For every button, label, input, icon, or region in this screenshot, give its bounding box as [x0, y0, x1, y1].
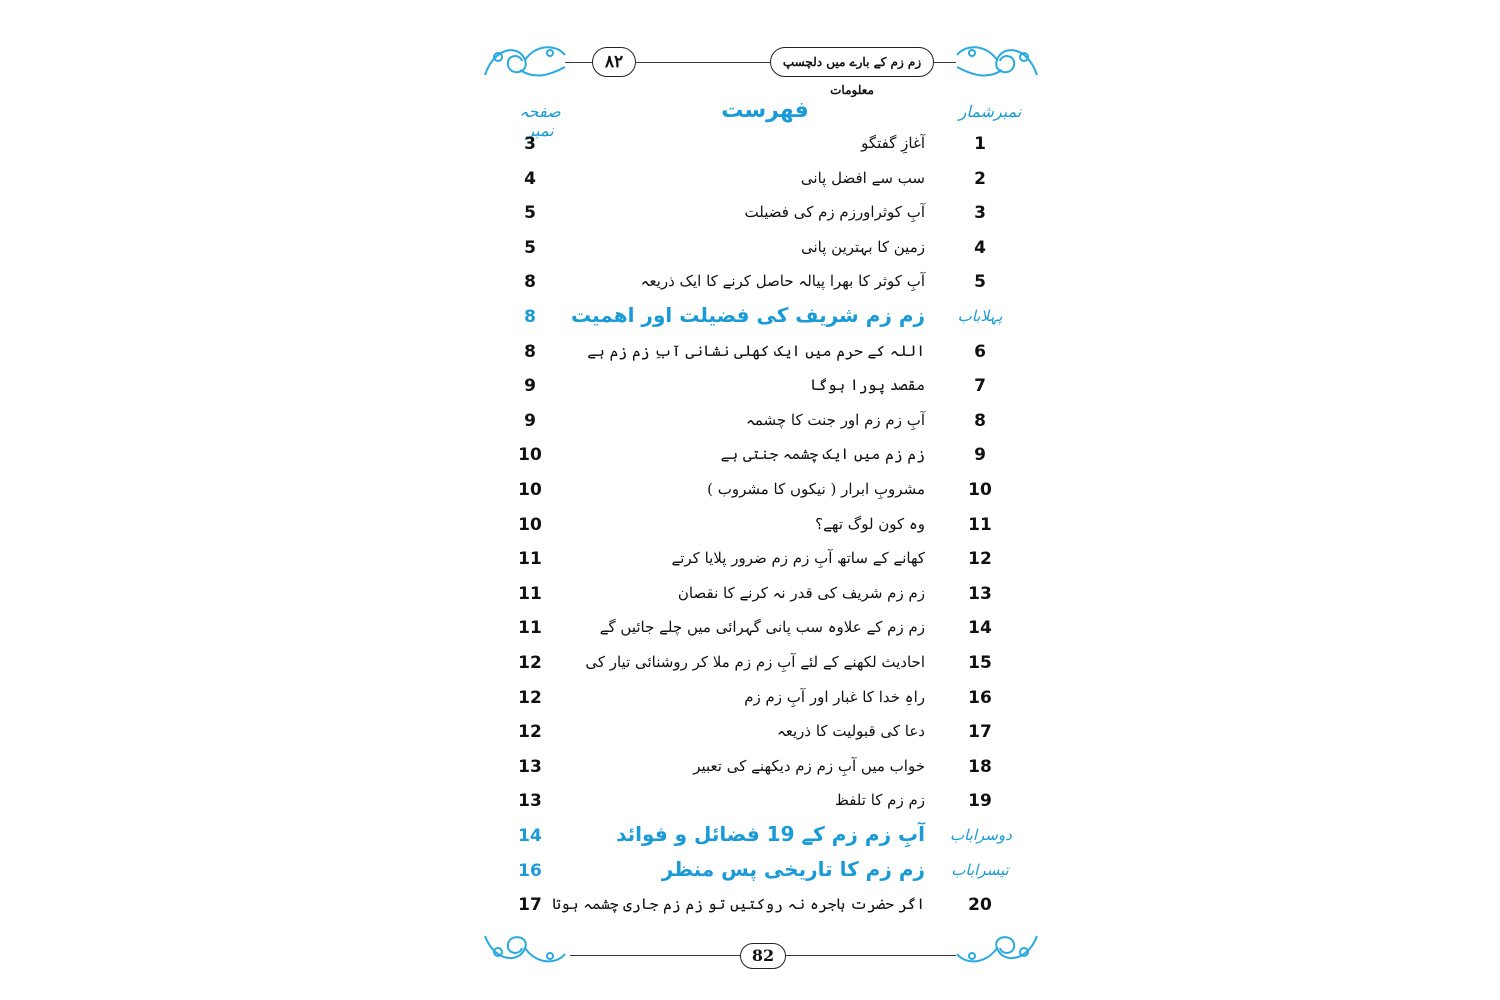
- toc-entry-title: کھانے کے ساتھ آبِ زم زم ضرور پلایا کرتے: [671, 549, 925, 568]
- toc-row: [470, 197, 1040, 231]
- toc-entry-title: اگر حضرت ہاجرہ نہ روکتیں تو زم زم جاری چشمہ ہوتا: [552, 895, 925, 914]
- toc-chapter-row: [470, 301, 1040, 335]
- toc-row: [470, 612, 1040, 646]
- toc-row: [470, 474, 1040, 508]
- toc-entry-title: راہِ خدا کا غبار اور آبِ زم زم: [744, 687, 925, 706]
- toc-page-number: 10: [518, 445, 542, 466]
- toc-row: [470, 405, 1040, 439]
- toc-page-number: 10: [518, 514, 542, 535]
- toc-page-number: 13: [518, 791, 542, 812]
- toc-serial-number: 5: [974, 272, 986, 293]
- toc-page-number: 8: [524, 307, 536, 327]
- toc-page-number: 8: [524, 341, 536, 362]
- toc-page-number: 12: [518, 687, 542, 708]
- bottom-left-ornament-icon: [480, 928, 570, 973]
- toc-page: [470, 30, 1040, 980]
- toc-page-number: 12: [518, 653, 542, 673]
- toc-serial-number: 18: [968, 756, 992, 777]
- toc-serial-number: تیسراباب: [951, 860, 1009, 879]
- toc-serial-number: 8: [974, 410, 986, 431]
- toc-serial-number: پہلاباب: [957, 307, 1003, 325]
- toc-entry-title: آبِ زم زم اور جنت کا چشمہ: [746, 410, 925, 429]
- toc-serial-number: 14: [968, 618, 992, 639]
- toc-row: [470, 785, 1040, 819]
- toc-page-number: 8: [524, 272, 536, 293]
- top-right-ornament-icon: [952, 35, 1042, 85]
- header-rule-middle: [636, 62, 771, 63]
- bottom-right-ornament-icon: [952, 928, 1042, 973]
- toc-page-number: 13: [518, 756, 542, 777]
- toc-entry-title: آبِ کوثر کا بھرا پیالہ حاصل کرنے کا ایک ذریعہ: [640, 272, 925, 291]
- toc-page-number: 9: [524, 376, 536, 397]
- toc-row: [470, 266, 1040, 300]
- toc-serial-number: 15: [968, 653, 992, 673]
- toc-serial-number: دوسراباب: [950, 826, 1012, 844]
- toc-serial-number: 11: [968, 514, 992, 535]
- toc-title: فھرست: [721, 98, 809, 123]
- toc-entry-title: زم زم کا تاریخی پس منظر: [661, 856, 925, 881]
- toc-entry-title: زم زم کے علاوہ سب پانی گہرائی میں چلے جائیں گے: [599, 618, 925, 637]
- toc-chapter-row: [470, 855, 1040, 889]
- toc-serial-number: 9: [974, 445, 986, 466]
- toc-serial-number: 4: [974, 237, 986, 258]
- toc-serial-number: 19: [968, 791, 992, 812]
- toc-page-number: 11: [518, 618, 542, 639]
- toc-entry-title: آبِ کوثراورزم زم کی فضیلت: [744, 203, 925, 222]
- toc-row: [470, 716, 1040, 750]
- toc-entry-title: زمین کا بہترین پانی: [800, 237, 925, 256]
- toc-serial-number: 17: [968, 722, 992, 743]
- toc-entry-title: سب سے افضل پانی: [800, 168, 925, 187]
- footer-rule-left: [570, 955, 740, 956]
- toc-page-number: 16: [518, 860, 542, 881]
- toc-entry-title: زم زم کا تلفظ: [834, 791, 925, 810]
- toc-entry-title: آبِ زم زم کے 19 فضائل و فوائد: [616, 822, 925, 846]
- toc-serial-number: 2: [974, 168, 986, 189]
- toc-row: [470, 578, 1040, 612]
- serial-column-heading: نمبرشمار: [958, 102, 1022, 121]
- toc-page-number: 5: [524, 203, 536, 224]
- toc-row: [470, 751, 1040, 785]
- toc-row: [470, 232, 1040, 266]
- header-rule-left: [565, 62, 595, 63]
- toc-page-number: 4: [524, 168, 536, 189]
- footer-rule-right: [786, 955, 956, 956]
- toc-row: [470, 163, 1040, 197]
- toc-entry-title: خواب میں آبِ زم زم دیکھنے کی تعبیر: [693, 756, 925, 775]
- toc-row: [470, 509, 1040, 543]
- top-left-ornament-icon: [480, 35, 570, 85]
- header-page-number: ۸۲: [592, 47, 636, 77]
- toc-row: [470, 647, 1040, 681]
- toc-serial-number: 3: [974, 203, 986, 224]
- toc-entry-title: آغازِ گفتگو: [861, 134, 925, 152]
- toc-serial-number: 16: [968, 687, 992, 708]
- header-book-title: زم زم کے بارے میں دلچسپ معلومات: [770, 47, 934, 77]
- toc-entry-title: اللہ کے حرم میں ایک کھلی نشانی آبِ زم زم ہے: [587, 341, 925, 360]
- toc-page-number: 11: [518, 583, 542, 604]
- toc-page-number: 10: [518, 480, 542, 500]
- toc-page-number: 3: [524, 134, 536, 154]
- toc-chapter-row: [470, 820, 1040, 854]
- toc-page-number: 9: [524, 410, 536, 431]
- toc-row: [470, 336, 1040, 370]
- toc-entry-title: زم زم شریف کی قدر نہ کرنے کا نقصان: [677, 583, 925, 602]
- toc-entry-title: وہ کون لوگ تھے؟: [815, 514, 925, 533]
- toc-entry-title: مشروبِ ابرار ( نیکوں کا مشروب ): [707, 480, 925, 498]
- toc-serial-number: 20: [968, 895, 992, 916]
- footer-page-number: 82: [740, 943, 786, 969]
- toc-serial-number: 12: [968, 549, 992, 570]
- toc-entry-title: دعا کی قبولیت کا ذریعہ: [776, 722, 925, 741]
- toc-row: [470, 682, 1040, 716]
- toc-row: [470, 370, 1040, 404]
- page-column-heading: صفحہ نمبر: [519, 102, 561, 140]
- toc-row: [470, 543, 1040, 577]
- toc-entry-title: مقصد پورا ہوگا: [809, 376, 925, 395]
- toc-row: [470, 439, 1040, 473]
- toc-entry-title: احادیث لکھنے کے لئے آبِ زم زم ملا کر روشنائی تیار کی: [585, 653, 925, 671]
- toc-entry-title: زم زم میں ایک چشمہ جنتی ہے: [720, 445, 925, 464]
- toc-serial-number: 13: [968, 583, 992, 604]
- toc-serial-number: 7: [974, 376, 986, 397]
- toc-page-number: 17: [518, 895, 542, 916]
- toc-entry-title: زم زم شریف کی فضیلت اور اھمیت: [571, 303, 925, 327]
- toc-page-number: 11: [518, 549, 542, 570]
- toc-serial-number: 1: [974, 134, 986, 154]
- toc-serial-number: 6: [974, 341, 986, 362]
- toc-row: [470, 128, 1040, 162]
- toc-page-number: 12: [518, 722, 542, 743]
- toc-page-number: 5: [524, 237, 536, 258]
- toc-serial-number: 10: [968, 480, 992, 500]
- toc-row: [470, 889, 1040, 923]
- toc-page-number: 14: [518, 826, 542, 846]
